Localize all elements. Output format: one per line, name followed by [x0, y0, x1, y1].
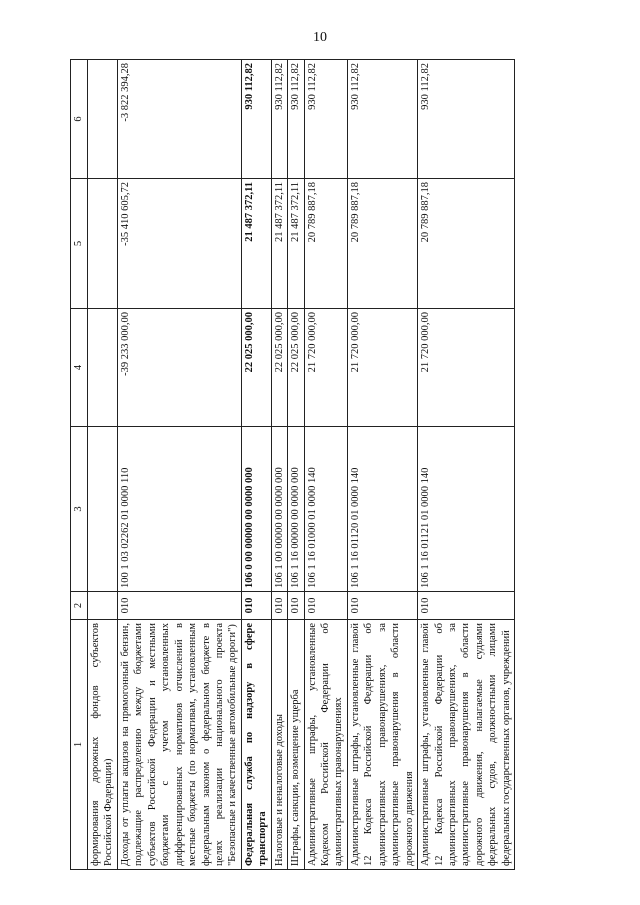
row-planned-amount: 22 025 000,00	[241, 309, 271, 427]
row-unexecuted-amount: 930 112,82	[418, 60, 515, 179]
column-header: 5	[71, 179, 88, 309]
rotated-table-container	[70, 60, 600, 870]
row-unexecuted-amount: 930 112,82	[241, 60, 271, 179]
row-budget-code: 106 1 16 01121 01 0000 140	[418, 427, 515, 592]
column-header: 1	[71, 620, 88, 870]
row-unexecuted-amount: -3 822 394,28	[117, 60, 241, 179]
column-header: 2	[71, 592, 88, 620]
table-row	[88, 60, 118, 870]
row-code	[88, 592, 118, 620]
row-planned-amount: 21 720 000,00	[304, 309, 347, 427]
row-name: Штрафы, санкции, возмещение ущерба	[288, 620, 304, 870]
row-unexecuted-amount: 930 112,82	[271, 60, 287, 179]
column-header: 3	[71, 427, 88, 592]
page-number: 10	[313, 30, 327, 45]
row-budget-code	[88, 427, 118, 592]
row-name: Налоговые и неналоговые доходы	[271, 620, 287, 870]
row-budget-code: 100 1 03 02262 01 0000 110	[117, 427, 241, 592]
table-row	[271, 60, 287, 870]
table-row	[117, 60, 241, 870]
row-code: 010	[418, 592, 515, 620]
row-code: 010	[288, 592, 304, 620]
row-code: 010	[271, 592, 287, 620]
table-row	[288, 60, 304, 870]
row-planned-amount: 21 720 000,00	[418, 309, 515, 427]
column-header: 6	[71, 60, 88, 179]
row-budget-code: 106 1 16 01120 01 0000 140	[347, 427, 417, 592]
row-code: 010	[117, 592, 241, 620]
row-code: 010	[304, 592, 347, 620]
row-name: Административные штрафы, установленные Кодексом Российской Федерации об административных правонарушениях	[304, 620, 347, 870]
row-actual-amount: 20 789 887,18	[418, 179, 515, 309]
column-header: 4	[71, 309, 88, 427]
table-row	[304, 60, 347, 870]
row-planned-amount: 21 720 000,00	[347, 309, 417, 427]
row-actual-amount: 21 487 372,11	[271, 179, 287, 309]
row-name: Федеральная служба по надзору в сфере транспорта	[241, 620, 271, 870]
row-unexecuted-amount: 930 112,82	[288, 60, 304, 179]
row-budget-code: 106 1 16 00000 00 0000 000	[288, 427, 304, 592]
row-unexecuted-amount: 930 112,82	[304, 60, 347, 179]
row-planned-amount: -39 233 000,00	[117, 309, 241, 427]
row-actual-amount: 21 487 372,11	[288, 179, 304, 309]
row-name: формирования дорожных фондов субъектов Российской Федерации)	[88, 620, 118, 870]
row-actual-amount: 20 789 887,18	[304, 179, 347, 309]
revenue-report-table	[70, 59, 515, 870]
row-planned-amount: 22 025 000,00	[271, 309, 287, 427]
row-actual-amount	[88, 179, 118, 309]
column-number-row	[71, 60, 88, 870]
table-row	[241, 60, 271, 870]
row-planned-amount	[88, 309, 118, 427]
row-name: Административные штрафы, установленные главой 12 Кодекса Российской Федерации об административных правонарушениях, за административные правонарушения в области дорожного движения, налагаемые судьями федеральных судов, должностными лицами федеральных государственных органов, учреждений	[418, 620, 515, 870]
row-planned-amount: 22 025 000,00	[288, 309, 304, 427]
row-code: 010	[241, 592, 271, 620]
row-unexecuted-amount: 930 112,82	[347, 60, 417, 179]
row-name: Доходы от уплаты акцизов на прямогонный бензин, подлежащие распределению между бюджетами субъектов Российской Федерации и местными бюджетами с учетом установленных дифференцированных нормативов отчислений в местные бюджеты (по нормативам, установленным федеральным законом о федеральном бюджете в целях реализации национального проекта "Безопасные и качественные автомобильные дороги")	[117, 620, 241, 870]
row-actual-amount: -35 410 605,72	[117, 179, 241, 309]
row-actual-amount: 21 487 372,11	[241, 179, 271, 309]
row-code: 010	[347, 592, 417, 620]
row-budget-code: 106 0 00 00000 00 0000 000	[241, 427, 271, 592]
row-budget-code: 106 1 16 01000 01 0000 140	[304, 427, 347, 592]
table-row	[418, 60, 515, 870]
row-budget-code: 106 1 00 00000 00 0000 000	[271, 427, 287, 592]
table-row	[347, 60, 417, 870]
row-actual-amount: 20 789 887,18	[347, 179, 417, 309]
row-unexecuted-amount	[88, 60, 118, 179]
row-name: Административные штрафы, установленные главой 12 Кодекса Российской Федерации об административных правонарушениях, за административные правонарушения в области дорожного движения	[347, 620, 417, 870]
